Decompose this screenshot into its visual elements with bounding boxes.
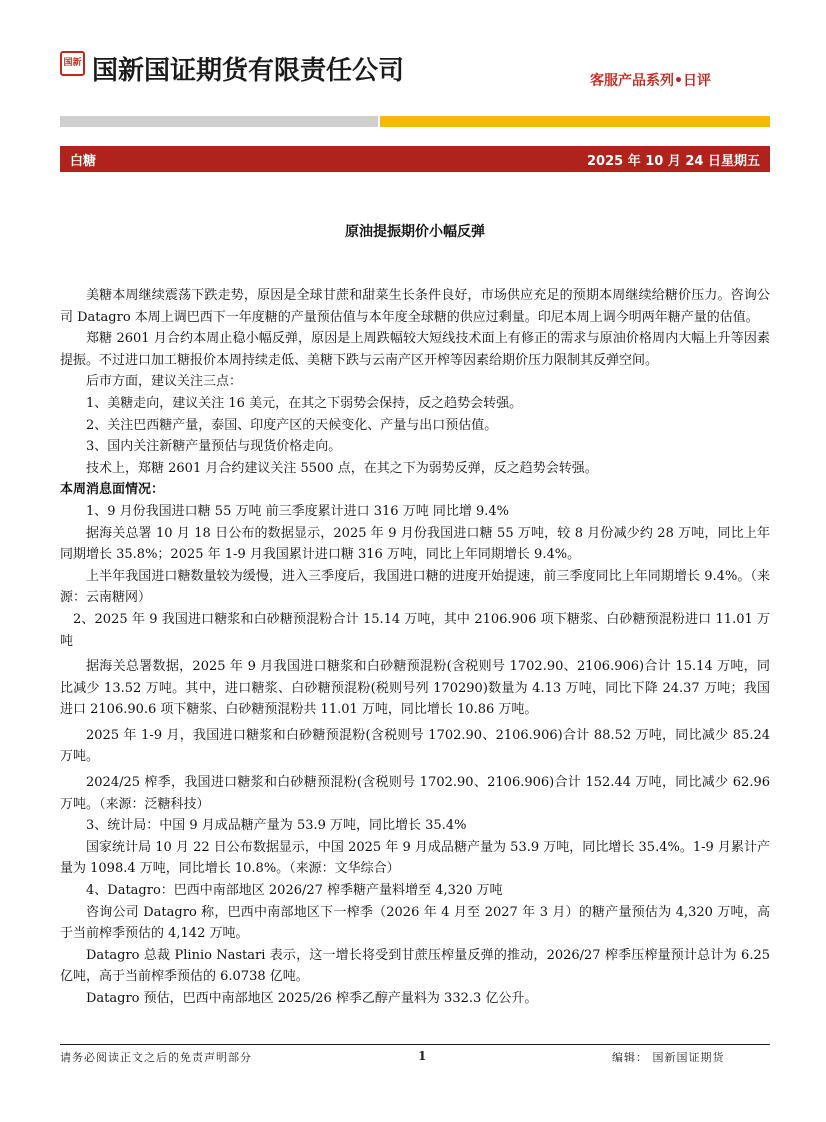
paragraph: 据海关总署 10 月 18 日公布的数据显示，2025 年 9 月份我国进口糖 55 万吨，较 8 月份减少约 28 万吨，同比上年同期增长 35.8%；2025 年 1-9 月我国累计进口糖 316 万吨，同比上年同期增长 9.4%。 <box>60 525 770 563</box>
paragraph: 咨询公司 Datagro 称，巴西中南部地区下一榨季（2026 年 4 月至 2027 年 3 月）的糖产量预估为 4,320 万吨，高于当前榨季预估的 4,142 万吨。 <box>60 904 770 942</box>
footer-editor: 编辑： 国新国证期货 <box>612 1051 725 1064</box>
page-number: 1 <box>418 1049 427 1063</box>
company-name: 国新国证期货有限责任公司 <box>92 56 405 86</box>
series-label: 客服产品系列•日评 <box>590 73 711 89</box>
news-heading: 3、统计局：中国 9 月成品糖产量为 53.9 万吨，同比增长 35.4% <box>86 818 467 834</box>
news-heading: 1、9 月份我国进口糖 55 万吨 前三季度累计进口 316 万吨 同比增 9.4% <box>86 503 509 519</box>
paragraph: 上半年我国进口糖数量较为缓慢，进入三季度后，我国进口糖的进度开始提速，前三季度同比上年同期增长 9.4%。（来源：云南糖网） <box>60 568 770 606</box>
paragraph: 郑糖 2601 月合约本周止稳小幅反弹，原因是上周跌幅较大短线技术面上有修正的需求与原油价格周内大幅上升等因素提振。不过进口加工糖报价本周持续走低、美糖下跌与云南产区开榨等因素给期价压力限制其反弹空间。 <box>60 331 770 368</box>
news-heading: 2、2025 年 9 我国进口糖浆和白砂糖预混粉合计 15.14 万吨，其中 2106.906 项下糖浆、白砂糖预混粉进口 11.01 万吨 <box>60 611 770 649</box>
footer-disclaimer: 请务必阅读正文之后的免责声明部分 <box>60 1051 252 1064</box>
section-heading: 本周消息面情况： <box>60 482 165 498</box>
article-body <box>60 285 770 1010</box>
paragraph: 后市方面，建议关注三点： <box>86 374 243 390</box>
report-date: 2025 年 10 月 24 日星期五 <box>587 153 760 169</box>
paragraph: 2024/25 榨季，我国进口糖浆和白砂糖预混粉(含税则号 1702.90、2106.906)合计 152.44 万吨，同比减少 62.96 万吨。（来源：泛糖科技） <box>60 775 770 812</box>
paragraph: 1、美糖走向，建议关注 16 美元，在其之下弱势会保持，反之趋势会转强。 <box>86 395 523 411</box>
paragraph: Datagro 预估，巴西中南部地区 2025/26 榨季乙醇产量料为 332.3 亿公升。 <box>86 991 538 1006</box>
category-label: 白糖 <box>70 153 97 169</box>
article-title: 原油提振期价小幅反弹 <box>345 224 485 240</box>
paragraph: Datagro 总裁 Plinio Nastari 表示，这一增长将受到甘蔗压榨量反弹的推动，2026/27 榨季压榨量预计总计为 6.25 亿吨，高于当前榨季预估的 6.0738 亿吨。 <box>60 947 770 985</box>
footer-divider <box>60 1044 770 1045</box>
paragraph: 技术上，郑糖 2601 月合约建议关注 5500 点，在其之下为弱势反弹，反之趋势会转强。 <box>86 460 598 476</box>
paragraph: 2、关注巴西糖产量，泰国、印度产区的天候变化、产量与出口预估值。 <box>86 417 498 433</box>
paragraph: 国家统计局 10 月 22 日公布数据显示，中国 2025 年 9 月成品糖产量为 53.9 万吨，同比增长 35.4%。1-9 月累计产量为 1098.4 万吨，同比增长 10.8%。（来源：文华综合） <box>60 839 770 877</box>
logo-text: 国新 <box>63 58 82 68</box>
news-heading: 4、Datagro：巴西中南部地区 2026/27 榨季糖产量料增至 4,320 万吨 <box>86 883 503 899</box>
company-logo <box>60 51 85 76</box>
paragraph: 3、国内关注新糖产量预估与现货价格走向。 <box>86 439 342 455</box>
paragraph: 2025 年 1-9 月，我国进口糖浆和白砂糖预混粉(含税则号 1702.90、2106.906)合计 88.52 万吨，同比减少 85.24 万吨。 <box>60 727 770 765</box>
paragraph: 据海关总署数据，2025 年 9 月我国进口糖浆和白砂糖预混粉(含税则号 1702.90、2106.906)合计 15.14 万吨，同比减少 13.52 万吨。其中，进口糖浆、白砂糖预混粉(税则号列 170290)数量为 4.13 万吨，同比下降 24.37 万吨；我国进口 2106.90.6 项下糖浆、白砂糖预混粉共 11.01 万吨，同比增长 10.86 万吨。 <box>60 659 770 718</box>
category-bar <box>60 146 770 172</box>
header-band-yellow <box>380 116 770 127</box>
paragraph: 美糖本周继续震荡下跌走势，原因是全球甘蔗和甜菜生长条件良好，市场供应充足的预期本周继续给糖价压力。咨询公司 Datagro 本周上调巴西下一年度糖的产量预估值与本年度全球糖的供应过剩量。印尼本周上调今明两年糖产量的估值。 <box>60 288 770 325</box>
header-band-grey <box>60 116 378 127</box>
